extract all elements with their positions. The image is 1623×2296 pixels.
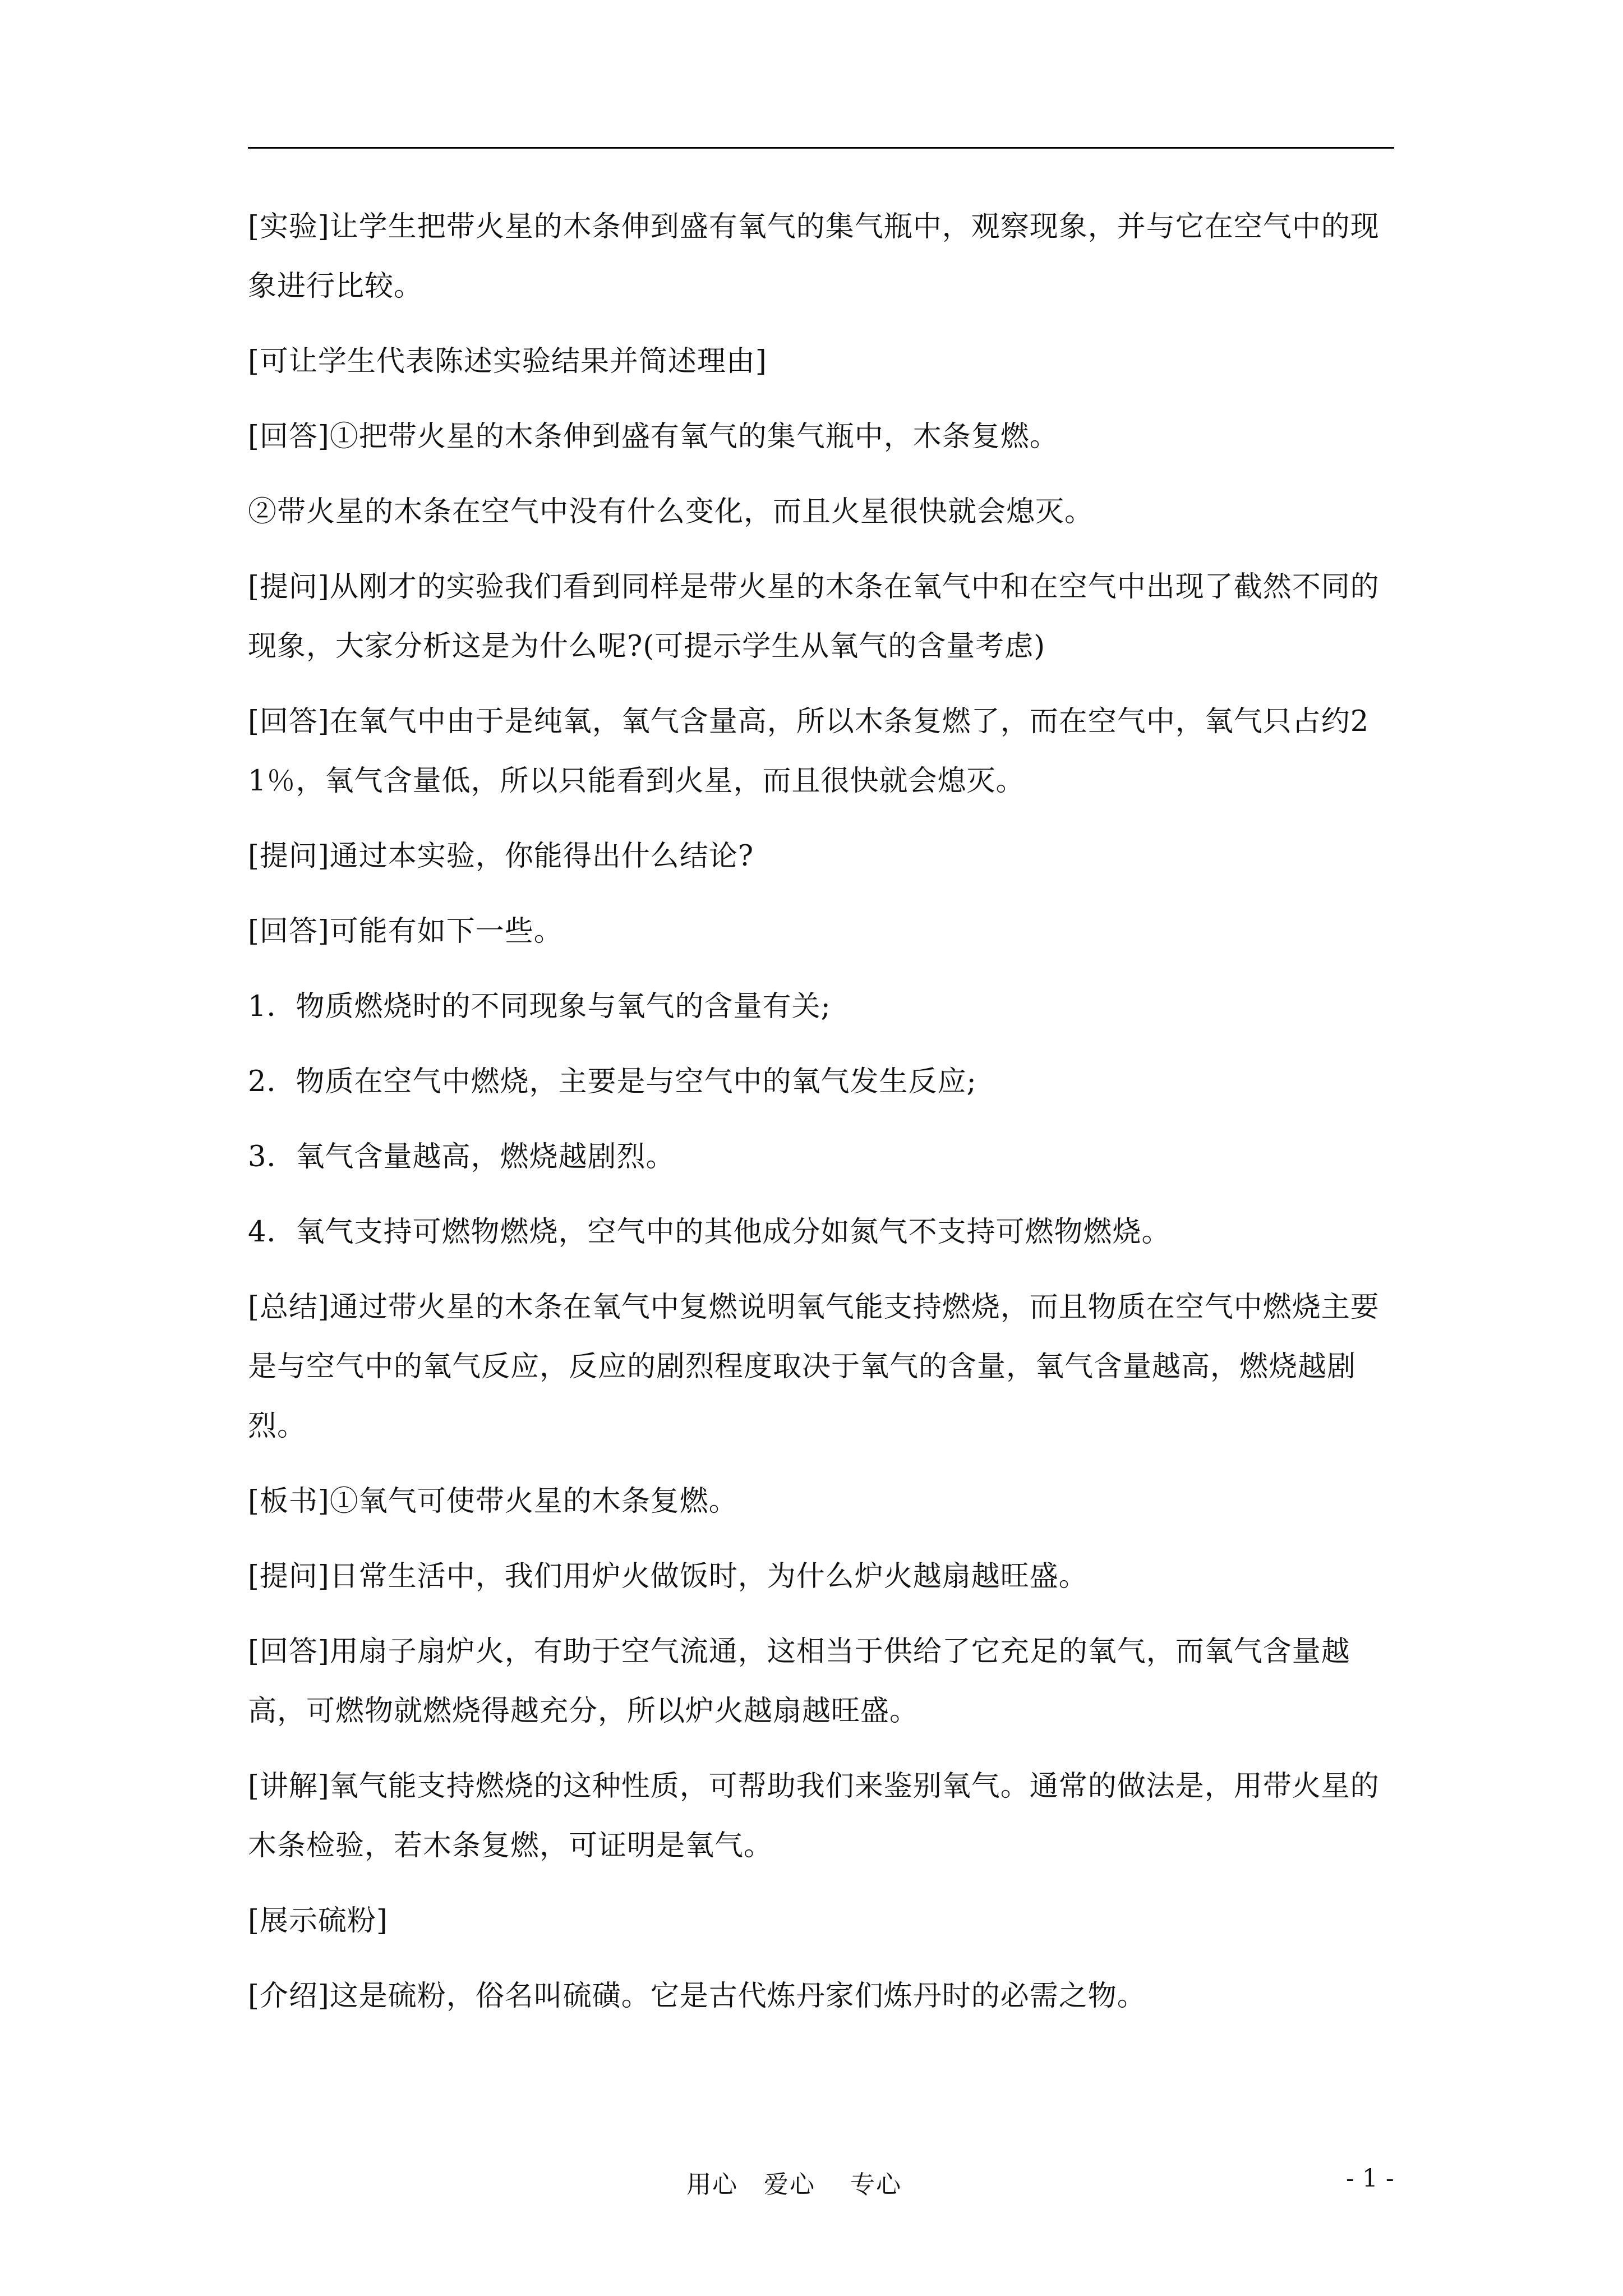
list-item: 1．物质燃烧时的不同现象与氧气的含量有关; — [248, 990, 831, 1023]
paragraph: [提问]通过本实验，你能得出什么结论? — [248, 840, 754, 873]
list-item: 2．物质在空气中燃烧，主要是与空气中的氧气发生反应; — [248, 1065, 977, 1098]
paragraph: [板书]①氧气可使带火星的木条复燃。 — [248, 1485, 738, 1518]
paragraph: [回答]①把带火星的木条伸到盛有氧气的集气瓶中，木条复燃。 — [248, 420, 1059, 453]
paragraph: [回答]用扇子扇炉火，有助于空气流通，这相当于供给了它充足的氧气，而氧气含量越高，可燃物就燃烧得越充分，所以炉火越扇越旺盛。 — [248, 1635, 1350, 1728]
paragraph: ②带火星的木条在空气中没有什么变化，而且火星很快就会熄灭。 — [248, 495, 1094, 528]
paragraph: [实验]让学生把带火星的木条伸到盛有氧气的集气瓶中，观察现象，并与它在空气中的现象进行比较。 — [248, 210, 1380, 303]
header-divider — [248, 147, 1394, 149]
paragraph: [回答]在氧气中由于是纯氧，氧气含量高，所以木条复燃了，而在空气中，氧气只占约21％，氧气含量低，所以只能看到火星，而且很快就会熄灭。 — [248, 705, 1370, 798]
paragraph: [讲解]氧气能支持燃烧的这种性质，可帮助我们来鉴别氧气。通常的做法是，用带火星的木条检验，若木条复燃，可证明是氧气。 — [248, 1770, 1380, 1862]
document-body — [248, 197, 1398, 2042]
list-item: 3．氧气含量越高，燃烧越剧烈。 — [248, 1140, 675, 1174]
paragraph: [展示硫粉] — [248, 1904, 388, 1938]
paragraph: [提问]从刚才的实验我们看到同样是带火星的木条在氧气中和在空气中出现了截然不同的现象，大家分析这是为什么呢?(可提示学生从氧气的含量考虑) — [248, 570, 1380, 663]
paragraph: [可让学生代表陈述实验结果并简述理由] — [248, 345, 767, 378]
paragraph: [介绍]这是硫粉，俗名叫硫磺。它是古代炼丹家们炼丹时的必需之物。 — [248, 1980, 1146, 2013]
page-number: - 1 - — [1346, 2164, 1394, 2193]
paragraph: [总结]通过带火星的木条在氧气中复燃说明氧气能支持燃烧，而且物质在空气中燃烧主要是与空气中的氧气反应，反应的剧烈程度取决于氧气的含量，氧气含量越高，燃烧越剧烈。 — [248, 1291, 1380, 1443]
list-item: 4．氧气支持可燃物燃烧，空气中的其他成分如氮气不支持可燃物燃烧。 — [248, 1216, 1171, 1249]
footer-motto: 用心 爱心 专心 — [686, 2170, 902, 2199]
paragraph: [回答]可能有如下一些。 — [248, 915, 563, 948]
paragraph: [提问]日常生活中，我们用炉火做饭时，为什么炉火越扇越旺盛。 — [248, 1560, 1088, 1593]
